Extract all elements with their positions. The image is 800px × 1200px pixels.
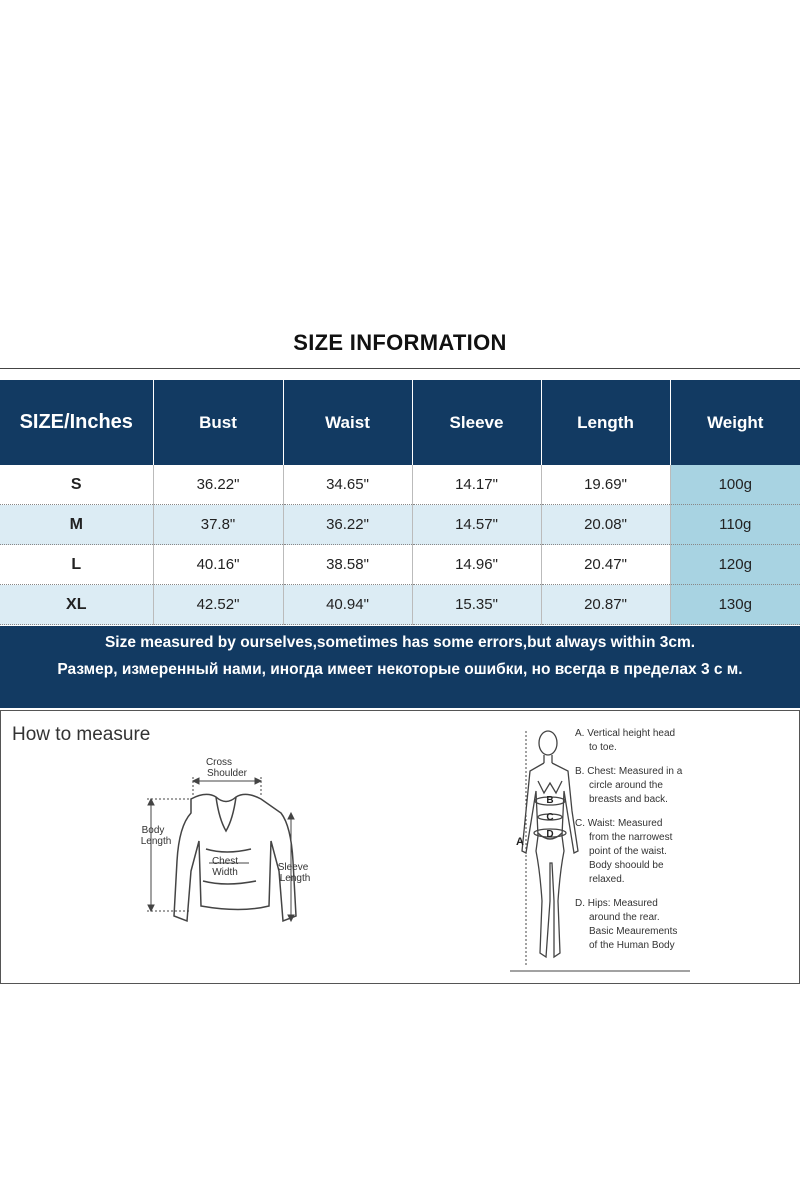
cross-shoulder-label-1: Cross [205,757,233,768]
bust-cell: 42.52" [153,585,283,625]
table-row [0,465,800,505]
weight-cell: 100g [670,465,800,505]
header-bust: Bust [153,380,283,465]
legend-item-hips [575,897,695,953]
length-cell: 20.08" [541,505,670,545]
note-english: Size measured by ourselves,sometimes has some errors,but always within 3cm. [104,634,696,651]
length-cell: 19.69" [541,465,670,505]
legend-text: around the rear. [589,912,660,923]
body-length-label-1: Body [141,825,165,836]
chest-width-label-1: Chest [211,856,239,867]
header-weight: Weight [670,380,800,465]
waist-cell: 38.58" [283,545,412,585]
legend-text: A. Vertical height head [575,728,676,739]
note-russian: Размер, измеренный нами, иногда имеет некоторые ошибки, но всегда в пределах 3 с м. [57,661,743,678]
sleeve-length-label-1: Sleeve [277,862,309,873]
size-table [0,380,800,625]
length-cell: 20.87" [541,585,670,625]
legend-item-waist [575,817,695,887]
body-marker-c: C [546,812,554,823]
legend-text: B. Chest: Measured in a [575,766,683,777]
table-row [0,505,800,545]
legend-text: C. Waist: Measured [575,818,663,829]
legend-text: breasts and back. [589,794,668,805]
size-cell: M [0,505,153,545]
weight-cell: 120g [670,545,800,585]
legend-text: of the Human Body [589,940,675,951]
how-to-measure-title: How to measure [12,724,151,745]
sleeve-cell: 14.57" [412,505,541,545]
bust-cell: 37.8" [153,505,283,545]
table-row [0,545,800,585]
body-marker-a: A [516,836,524,848]
size-cell: XL [0,585,153,625]
body-marker-d: D [546,829,554,840]
legend-text: circle around the [589,780,663,791]
sweater-diagram [131,751,321,941]
legend-text: relaxed. [589,874,625,885]
bust-cell: 36.22" [153,465,283,505]
sleeve-cell: 15.35" [412,585,541,625]
title-divider [0,368,800,369]
waist-cell: 40.94" [283,585,412,625]
bust-cell: 40.16" [153,545,283,585]
body-length-label-2: Length [140,836,172,847]
body-marker-b: B [546,795,554,806]
sleeve-cell: 14.17" [412,465,541,505]
how-to-measure-panel [0,710,800,984]
legend-text: from the narrowest [589,832,673,843]
legend-text: Basic Meaurements [589,926,678,937]
size-cell: S [0,465,153,505]
header-size: SIZE/Inches [0,380,153,465]
table-header-row [0,380,800,465]
header-sleeve: Sleeve [412,380,541,465]
waist-cell: 36.22" [283,505,412,545]
measurement-note-banner [0,626,800,708]
page-title: SIZE INFORMATION [293,330,507,355]
waist-cell: 34.65" [283,465,412,505]
cross-shoulder-label-2: Shoulder [206,768,248,779]
measurement-legend [575,727,695,963]
legend-text: Body shoould be [589,860,664,871]
length-cell: 20.47" [541,545,670,585]
legend-text: to toe. [589,742,617,753]
legend-item-chest [575,765,695,807]
chest-width-label-2: Width [212,867,238,878]
header-length: Length [541,380,670,465]
legend-text: D. Hips: Measured [575,898,658,909]
table-row [0,585,800,625]
legend-item-height [575,727,695,755]
sleeve-cell: 14.96" [412,545,541,585]
weight-cell: 130g [670,585,800,625]
legend-text: point of the waist. [589,846,667,857]
weight-cell: 110g [670,505,800,545]
header-waist: Waist [283,380,412,465]
size-cell: L [0,545,153,585]
sleeve-length-label-2: Length [279,873,311,884]
